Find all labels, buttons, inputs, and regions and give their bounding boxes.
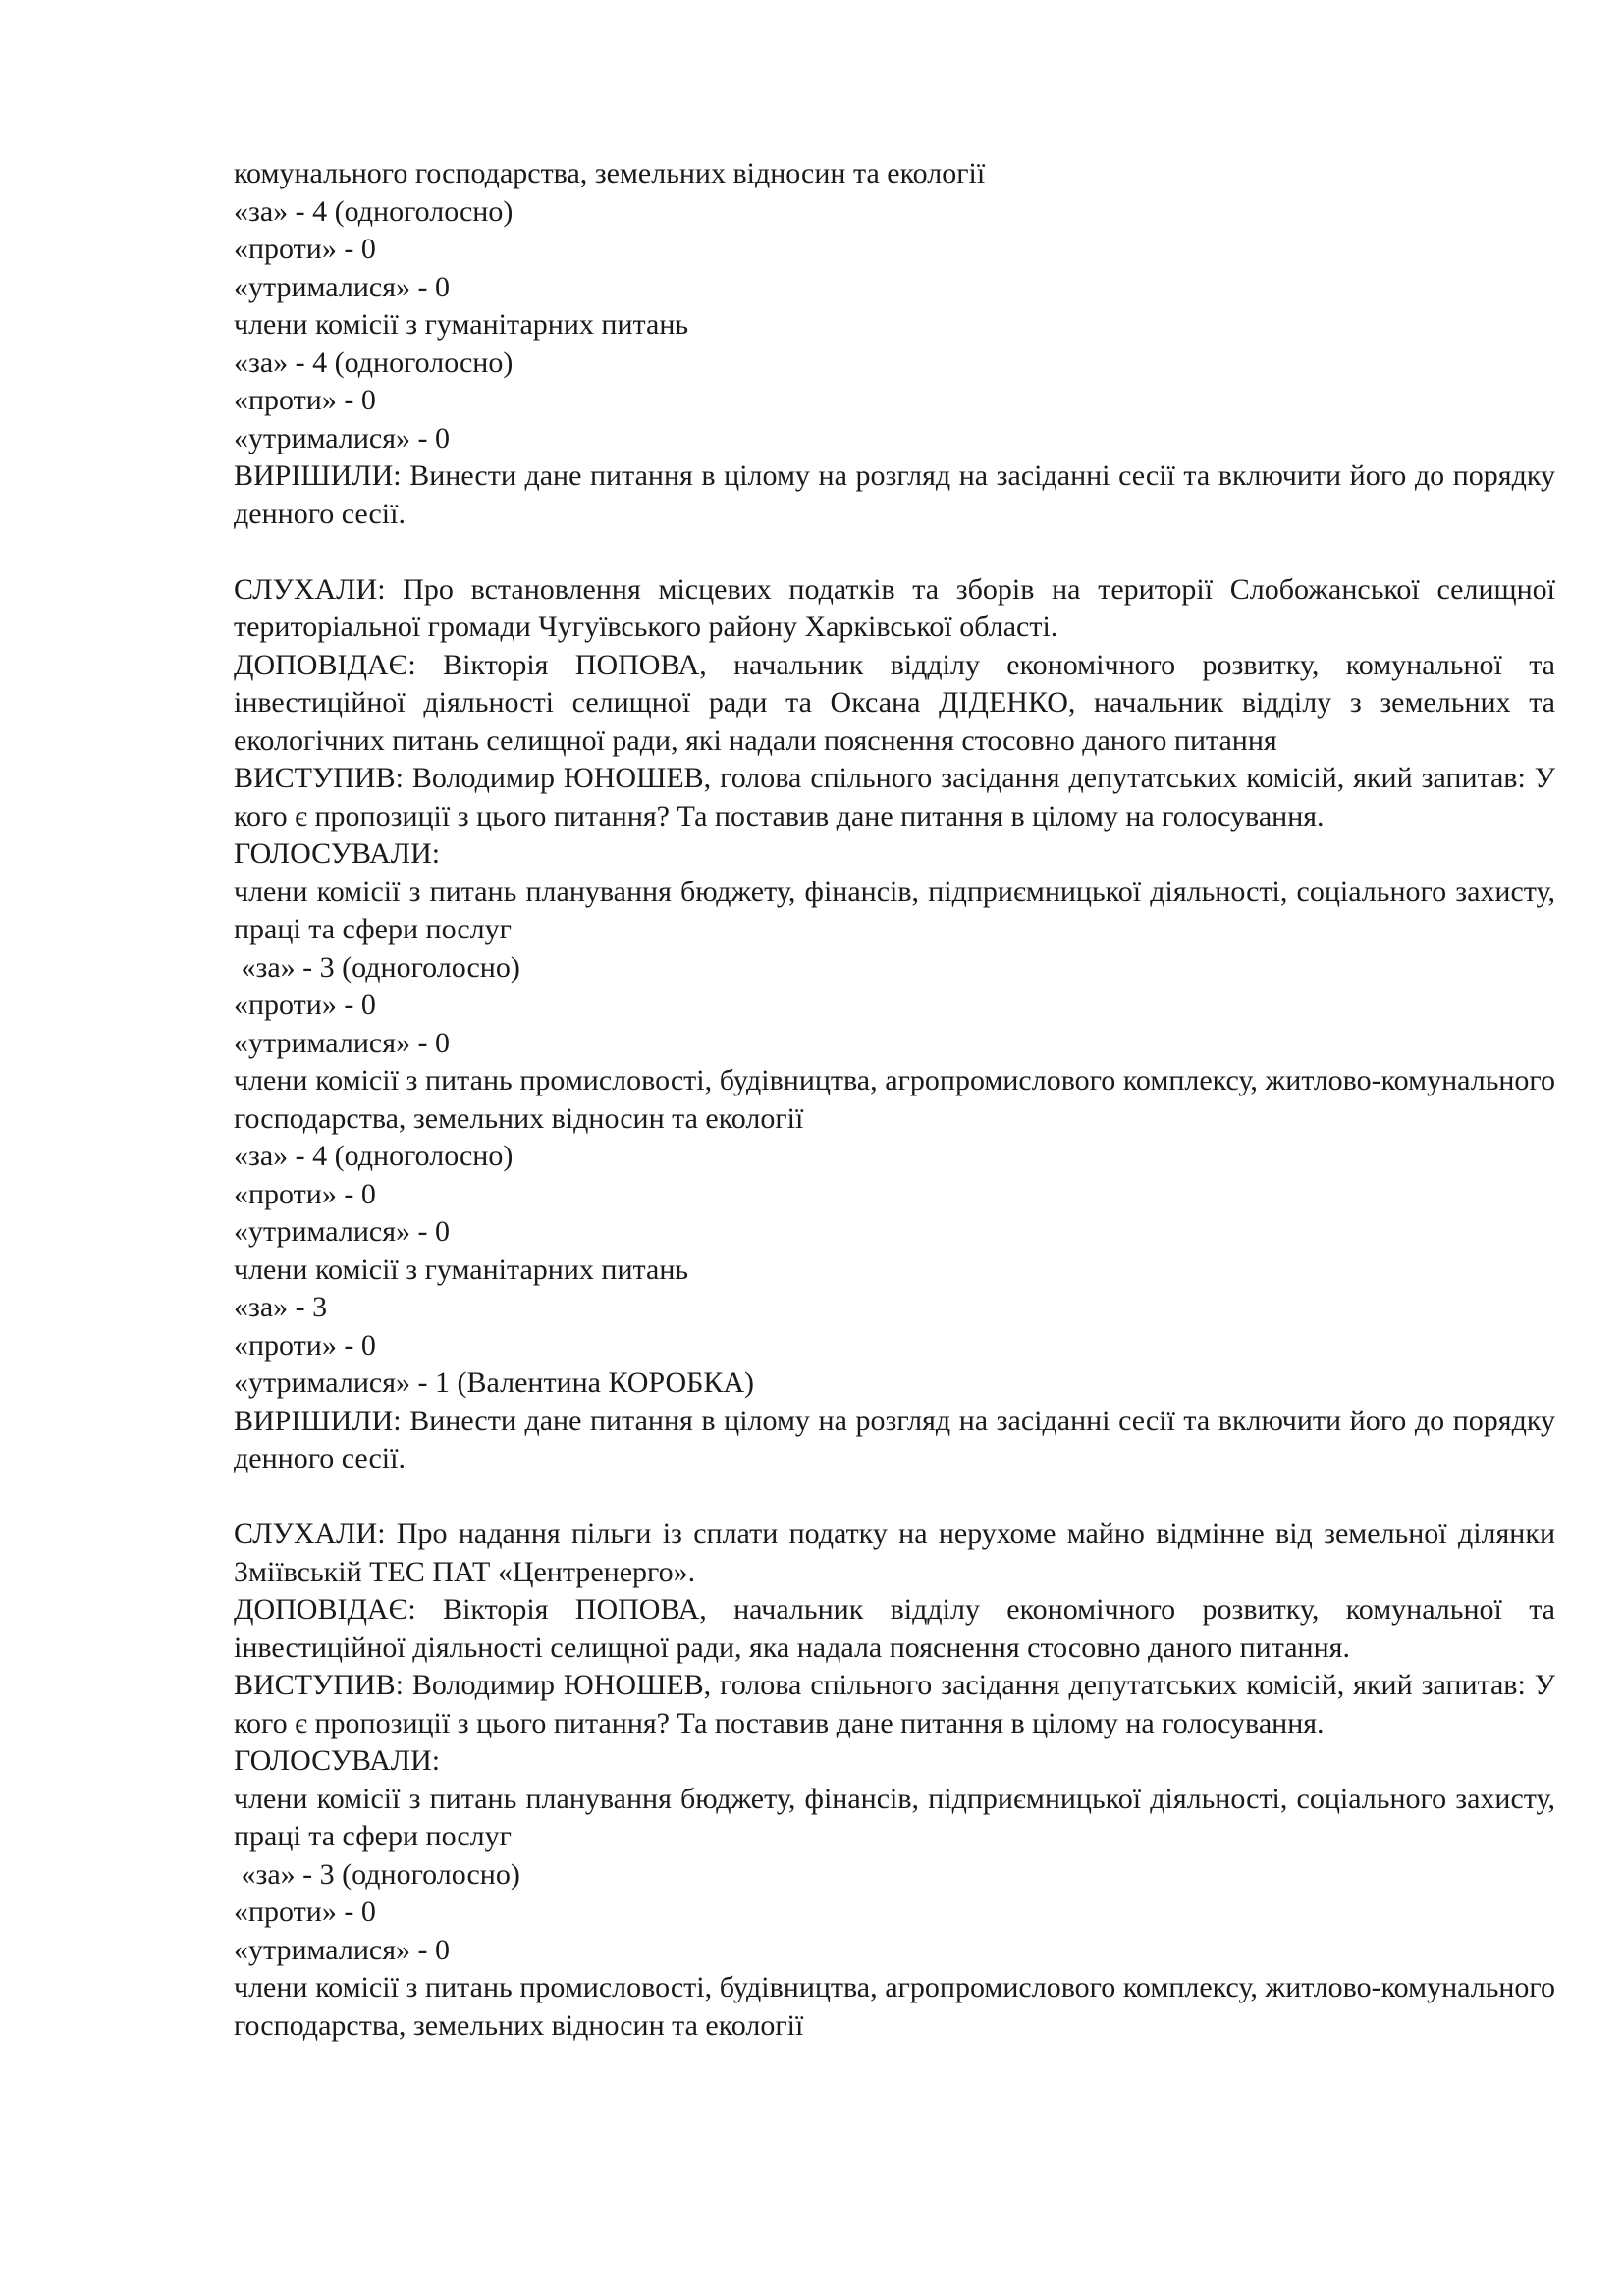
vote-against: «проти» - 0 [234, 1177, 376, 1210]
vote-against: «проти» - 0 [234, 1896, 376, 1928]
vote-for: «за» - 4 (одноголосно) [234, 1140, 514, 1172]
vote-abstained: «утрималися» - 0 [234, 1026, 451, 1059]
committee-continuation: комунального господарства, земельних відносин та екології [234, 157, 986, 189]
committee-humanitarian: члени комісії з гуманітарних питань [234, 1253, 689, 1286]
heard-item: СЛУХАЛИ: Про встановлення місцевих податків та зборів на території Слобожанської селищної територіальної громади Чугуївського району Харківської області. [234, 572, 1555, 643]
speaker: ВИСТУПИВ: Володимир ЮНОШЕВ, голова спільного засідання депутатських комісій, який запитав: У кого є пропозиції з цього питання? Та поставив дане питання в цілому на голосування. [234, 1669, 1555, 1739]
heard-item: СЛУХАЛИ: Про надання пільги із сплати податку на нерухоме майно відмінне від земельної ділянки Зміївській ТЕС ПАТ «Центренерго». [234, 1518, 1555, 1588]
decision: ВИРІШИЛИ: Винести дане питання в цілому на розгляд на засіданні сесії та включити його до порядку денного сесії. [234, 459, 1555, 530]
vote-abstained: «утрималися» - 0 [234, 270, 451, 303]
committee-industry: члени комісії з питань промисловості, будівництва, агропромислового комплексу, житлово-комунального господарства, земельних відносин та екології [234, 1971, 1555, 2042]
vote-for: «за» - 3 (одноголосно) [234, 1857, 520, 1891]
vote-abstained: «утрималися» - 0 [234, 1933, 451, 1966]
document-body [234, 155, 1555, 2045]
vote-against: «проти» - 0 [234, 1328, 376, 1362]
vote-against: «проти» - 0 [234, 384, 376, 416]
vote-for: «за» - 4 (одноголосно) [234, 194, 514, 228]
vote-abstained: «утрималися» - 0 [234, 421, 451, 454]
committee-industry: члени комісії з питань промисловості, будівництва, агропромислового комплексу, житлово-комунального господарства, земельних відносин та екології [234, 1064, 1555, 1135]
paragraph-gap [234, 1478, 1555, 1517]
vote-for: «за» - 3 [234, 1291, 328, 1323]
decision: ВИРІШИЛИ: Винести дане питання в цілому на розгляд на засіданні сесії та включити його до порядку денного сесії. [234, 1404, 1555, 1474]
vote-for: «за» - 4 (одноголосно) [234, 346, 514, 379]
voted-label: ГОЛОСУВАЛИ: [234, 1744, 441, 1777]
voted-label: ГОЛОСУВАЛИ: [234, 837, 441, 870]
reporter: ДОПОВІДАЄ: Вікторія ПОПОВА, начальник відділу економічного розвитку, комунальної та інвестиційної діяльності селищної ради, яка надала пояснення стосовно даного питання. [234, 1593, 1555, 1664]
committee-humanitarian: члени комісії з гуманітарних питань [234, 308, 689, 341]
reporter: ДОПОВІДАЄ: Вікторія ПОПОВА, начальник відділу економічного розвитку, комунальної та інвестиційної діяльності селищної ради та Оксана ДІДЕНКО, начальник відділу з земельних та екологічних питань селищної ради, які надали пояснення стосовно даного питання [234, 648, 1555, 757]
vote-abstained: «утрималися» - 0 [234, 1215, 451, 1248]
speaker: ВИСТУПИВ: Володимир ЮНОШЕВ, голова спільного засідання депутатських комісій, який запитав: У кого є пропозиції з цього питання? Та поставив дане питання в цілому на голосування. [234, 762, 1555, 832]
vote-against: «проти» - 0 [234, 233, 376, 265]
vote-for: «за» - 3 (одноголосно) [234, 950, 520, 984]
committee-budget: члени комісії з питань планування бюджету, фінансів, підприємницької діяльності, соціального захисту, праці та сфери послуг [234, 875, 1555, 945]
committee-budget: члени комісії з питань планування бюджету, фінансів, підприємницької діяльності, соціального захисту, праці та сфери послуг [234, 1782, 1555, 1852]
vote-against: «проти» - 0 [234, 988, 376, 1021]
paragraph-gap [234, 533, 1555, 571]
vote-abstained: «утрималися» - 1 (Валентина КОРОБКА) [234, 1366, 755, 1399]
